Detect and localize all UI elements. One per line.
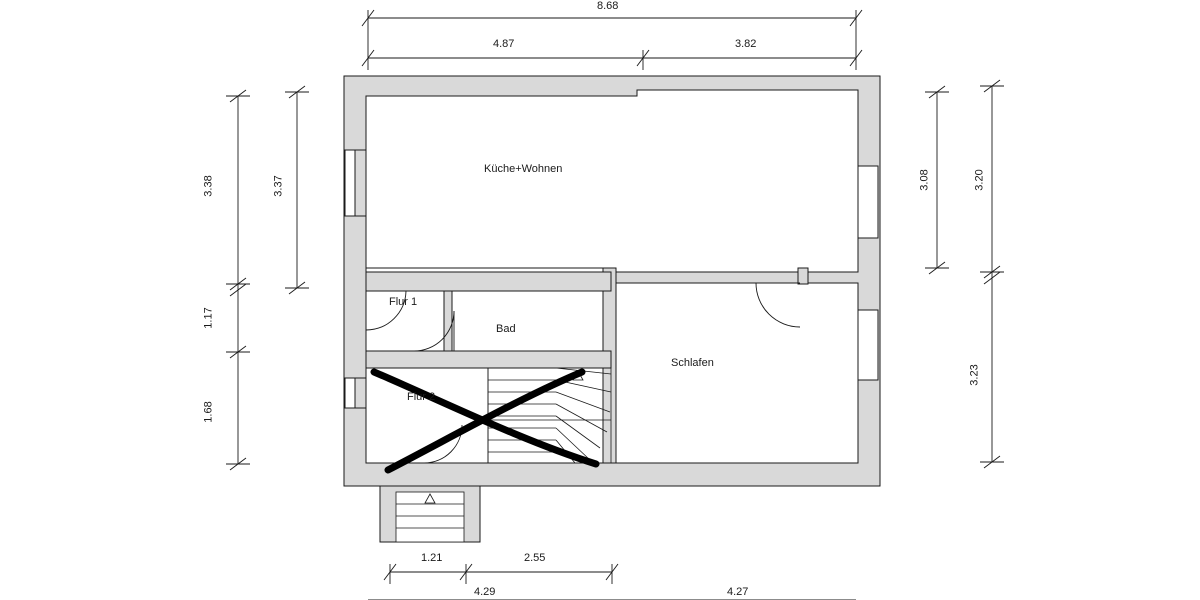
room-label-bad: Bad [496,323,516,335]
dimension-label-bottom-429: 4.29 [474,586,496,598]
dimension-label-left-117: 1.17 [202,307,215,329]
dimension-label-bottom-121: 1.21 [421,552,443,564]
room-label-flur-2: Flur 2 [407,391,436,403]
dimension-label-right-323: 3.23 [968,364,981,386]
dimension-label-bottom-255: 2.55 [524,552,546,564]
walls [344,76,880,542]
dimension-label-top-overall: 8.68 [597,0,619,12]
room-label-flur-1: Flur 1 [389,296,418,308]
dimension-label-right-320: 3.20 [973,169,986,191]
room-label-kueche-wohnen: Küche+Wohnen [484,163,563,175]
dimension-label-left-338: 3.38 [202,175,215,197]
dimension-label-bottom-427: 4.27 [727,586,749,598]
dimension-label-top-right: 3.82 [735,38,757,50]
dimension-label-top-left: 4.87 [493,38,515,50]
room-label-schlafen: Schlafen [671,357,714,369]
dimension-label-left-inner-337: 3.37 [272,175,285,197]
dimension-label-right-inner-308: 3.08 [918,169,931,191]
dimension-label-left-168: 1.68 [202,401,215,423]
